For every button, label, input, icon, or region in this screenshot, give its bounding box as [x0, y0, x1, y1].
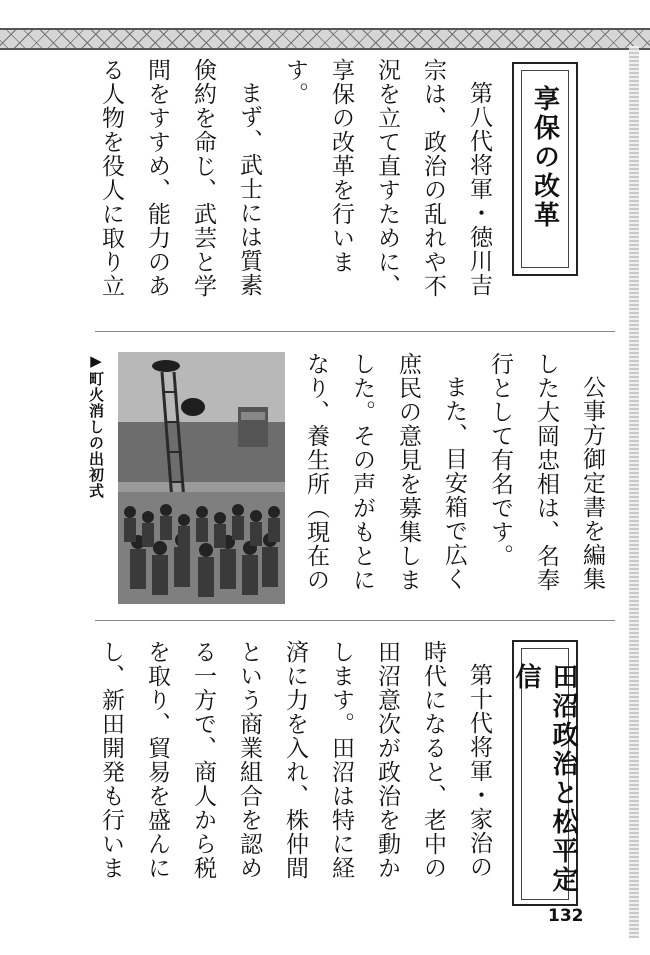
paragraph: 第十代将軍・家治の時代になると、老中の田沼意次が政治を動かします。田沼は特に経済に力を入れ、株仲間という商業組合を認める一方で、商人から税を取り、貿易を盛んにし、新田開発も行いま	[98, 640, 492, 880]
section-divider	[95, 331, 615, 332]
paragraph: 公事方御定書を編集した大岡忠相は、名奉行として有名です。	[487, 352, 605, 592]
decorative-top-border	[0, 28, 650, 50]
paragraph: 第八代将軍・徳川吉宗は、政治の乱れや不況を立て直すために、享保の改革を行います。	[282, 58, 492, 298]
dezome-photo-illustration	[118, 352, 285, 604]
section-heading-kyoho	[512, 62, 578, 276]
heading-frame	[521, 70, 569, 268]
ooka-body	[295, 352, 615, 610]
tanuma-body	[92, 640, 502, 902]
heading-frame	[511, 648, 578, 900]
kyoho-body	[92, 58, 502, 320]
heading-text: 享保の改革	[529, 85, 560, 230]
photo-caption: ▶町火消しの出初式	[87, 352, 105, 499]
decorative-side-rule	[629, 46, 639, 938]
paragraph: まず、武士には質素倹約を命じ、武芸と学問をすすめ、能力のある人物を役人に取り立	[98, 58, 262, 298]
heading-text: 田沼政治と松平定信	[511, 663, 578, 895]
section-divider	[95, 620, 615, 621]
dezome-photo	[118, 352, 285, 604]
paragraph: また、目安箱で広く庶民の意見を募集しました。その声がもとになり、養生所（現在の	[303, 352, 467, 592]
section-heading-tanuma	[512, 640, 578, 906]
page-number: 132	[548, 906, 584, 926]
